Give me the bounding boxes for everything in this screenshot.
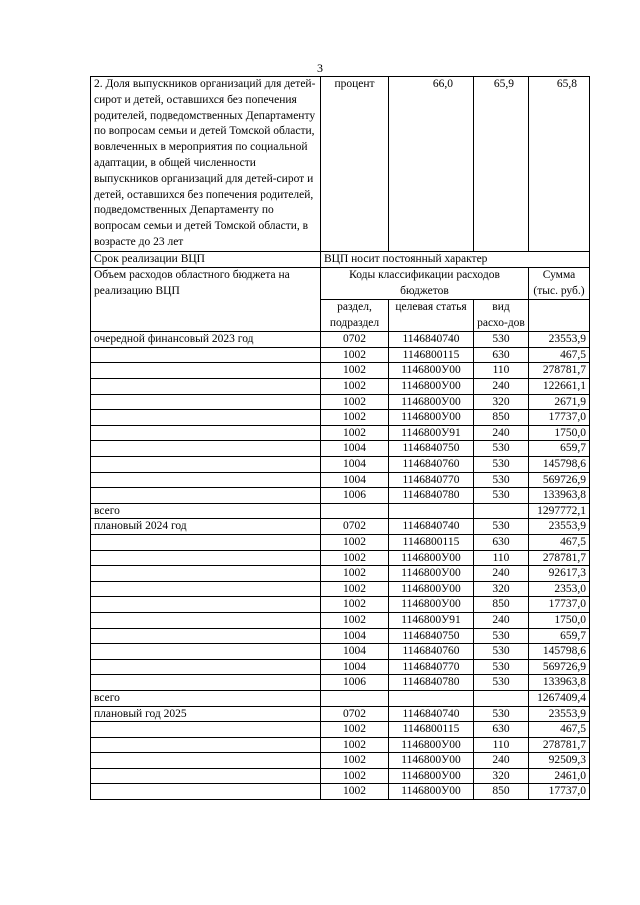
section-cell: 1002	[321, 597, 389, 613]
section-cell: 1004	[321, 441, 389, 457]
total-row	[91, 503, 590, 519]
target-cell: 1146800У91	[389, 425, 474, 441]
sum-cell: 1750,0	[529, 425, 590, 441]
sum-header-spacer	[529, 300, 590, 332]
section-cell: 1002	[321, 737, 389, 753]
type-cell: 320	[474, 581, 529, 597]
sum-cell: 17737,0	[529, 597, 590, 613]
type-cell: 630	[474, 347, 529, 363]
section-cell: 1002	[321, 347, 389, 363]
section-cell: 0702	[321, 519, 389, 535]
sum-cell: 278781,7	[529, 737, 590, 753]
period-label	[91, 659, 321, 675]
sum-cell: 2461,0	[529, 768, 590, 784]
expense-row	[91, 612, 590, 628]
target-cell: 1146800У00	[389, 363, 474, 379]
section-cell: 1002	[321, 581, 389, 597]
expense-row	[91, 597, 590, 613]
sum-cell: 467,5	[529, 722, 590, 738]
expense-row	[91, 394, 590, 410]
expense-row	[91, 722, 590, 738]
sum-cell: 122661,1	[529, 379, 590, 395]
target-cell: 1146840740	[389, 519, 474, 535]
target-cell: 1146840760	[389, 457, 474, 473]
period-label	[91, 753, 321, 769]
type-cell: 110	[474, 737, 529, 753]
target-cell: 1146840780	[389, 488, 474, 504]
type-cell: 530	[474, 659, 529, 675]
section-cell: 1002	[321, 379, 389, 395]
type-cell: 850	[474, 597, 529, 613]
type-cell: 530	[474, 675, 529, 691]
period-label	[91, 472, 321, 488]
type-cell: 530	[474, 332, 529, 348]
target-cell: 1146800У00	[389, 737, 474, 753]
sum-cell: 92509,3	[529, 753, 590, 769]
target-cell: 1146800У00	[389, 550, 474, 566]
sum-header: Сумма (тыс. руб.)	[529, 268, 590, 300]
expense-row	[91, 425, 590, 441]
sum-cell: 2353,0	[529, 581, 590, 597]
section-cell: 1004	[321, 659, 389, 675]
type-cell: 630	[474, 722, 529, 738]
sum-cell: 23553,9	[529, 519, 590, 535]
expense-row	[91, 410, 590, 426]
expense-row	[91, 363, 590, 379]
section-cell: 1006	[321, 675, 389, 691]
section-cell: 1002	[321, 722, 389, 738]
period-label	[91, 410, 321, 426]
expenses-label: Объем расходов областного бюджета на реализацию ВЦП	[91, 268, 321, 332]
sum-cell: 467,5	[529, 534, 590, 550]
section-cell: 1002	[321, 612, 389, 628]
total-row	[91, 690, 590, 706]
type-cell: 240	[474, 753, 529, 769]
period-label	[91, 722, 321, 738]
indicator-value-3: 65,8	[529, 77, 590, 252]
expense-row	[91, 659, 590, 675]
page-number: 3	[317, 61, 323, 75]
period-label	[91, 425, 321, 441]
period-label: плановый год 2025	[91, 706, 321, 722]
target-cell: 1146800У00	[389, 566, 474, 582]
expense-row	[91, 472, 590, 488]
period-label	[91, 597, 321, 613]
expense-row	[91, 784, 590, 800]
section-cell: 1002	[321, 753, 389, 769]
sum-cell: 467,5	[529, 347, 590, 363]
sum-cell: 2671,9	[529, 394, 590, 410]
empty-cell	[321, 690, 389, 706]
sum-cell: 278781,7	[529, 363, 590, 379]
type-cell: 530	[474, 519, 529, 535]
period-label	[91, 488, 321, 504]
col-target-header: целевая статья	[389, 300, 474, 332]
expense-row	[91, 581, 590, 597]
sum-cell: 659,7	[529, 441, 590, 457]
codes-header: Коды классификации расходов бюджетов	[321, 268, 529, 300]
sum-cell: 1750,0	[529, 612, 590, 628]
period-label	[91, 347, 321, 363]
period-label	[91, 784, 321, 800]
expenses-header-row	[91, 268, 590, 300]
target-cell: 1146840770	[389, 472, 474, 488]
period-label	[91, 379, 321, 395]
target-cell: 1146840760	[389, 644, 474, 660]
period-label	[91, 441, 321, 457]
indicator-unit: процент	[321, 77, 389, 252]
section-cell: 1002	[321, 768, 389, 784]
target-cell: 1146800У00	[389, 768, 474, 784]
section-cell: 1002	[321, 363, 389, 379]
sum-cell: 17737,0	[529, 410, 590, 426]
period-label	[91, 612, 321, 628]
section-cell: 1006	[321, 488, 389, 504]
sum-cell: 133963,8	[529, 488, 590, 504]
type-cell: 240	[474, 566, 529, 582]
section-cell: 1002	[321, 784, 389, 800]
period-label	[91, 457, 321, 473]
type-cell: 530	[474, 628, 529, 644]
section-cell: 0702	[321, 332, 389, 348]
type-cell: 240	[474, 379, 529, 395]
period-label	[91, 534, 321, 550]
period-label	[91, 628, 321, 644]
empty-cell	[389, 690, 474, 706]
target-cell: 1146840780	[389, 675, 474, 691]
section-cell: 1002	[321, 410, 389, 426]
target-cell: 1146840740	[389, 332, 474, 348]
type-cell: 530	[474, 706, 529, 722]
type-cell: 240	[474, 425, 529, 441]
empty-cell	[474, 503, 529, 519]
period-label: очередной финансовый 2023 год	[91, 332, 321, 348]
section-cell: 1002	[321, 534, 389, 550]
section-cell: 1002	[321, 566, 389, 582]
type-cell: 530	[474, 488, 529, 504]
expense-row	[91, 488, 590, 504]
indicator-value-1: 66,0	[389, 77, 474, 252]
period-label	[91, 675, 321, 691]
expense-row	[91, 519, 590, 535]
term-label: Срок реализации ВЦП	[91, 251, 321, 268]
sum-cell: 569726,9	[529, 472, 590, 488]
total-label: всего	[91, 690, 321, 706]
type-cell: 530	[474, 441, 529, 457]
sum-cell: 659,7	[529, 628, 590, 644]
total-sum: 1297772,1	[529, 503, 590, 519]
target-cell: 1146800У00	[389, 597, 474, 613]
program-passport-table	[90, 76, 590, 800]
period-label	[91, 737, 321, 753]
sum-cell: 145798,6	[529, 644, 590, 660]
target-cell: 1146800115	[389, 722, 474, 738]
sum-cell: 569726,9	[529, 659, 590, 675]
target-cell: 1146800115	[389, 347, 474, 363]
type-cell: 850	[474, 410, 529, 426]
expense-row	[91, 753, 590, 769]
sum-cell: 133963,8	[529, 675, 590, 691]
target-cell: 1146800У00	[389, 581, 474, 597]
expense-row	[91, 332, 590, 348]
period-label: плановый 2024 год	[91, 519, 321, 535]
period-label	[91, 363, 321, 379]
target-cell: 1146840750	[389, 441, 474, 457]
expense-row	[91, 675, 590, 691]
section-cell: 1002	[321, 425, 389, 441]
expense-row	[91, 441, 590, 457]
term-row	[91, 251, 590, 268]
section-cell: 1004	[321, 472, 389, 488]
total-sum: 1267409,4	[529, 690, 590, 706]
sum-cell: 278781,7	[529, 550, 590, 566]
col-type-header: вид расхо-дов	[474, 300, 529, 332]
sum-cell: 92617,3	[529, 566, 590, 582]
expense-row	[91, 379, 590, 395]
period-label	[91, 768, 321, 784]
section-cell: 1004	[321, 628, 389, 644]
type-cell: 320	[474, 768, 529, 784]
indicator-row	[91, 77, 590, 252]
expense-row	[91, 706, 590, 722]
expense-row	[91, 768, 590, 784]
target-cell: 1146800У00	[389, 784, 474, 800]
empty-cell	[389, 503, 474, 519]
target-cell: 1146840740	[389, 706, 474, 722]
empty-cell	[474, 690, 529, 706]
target-cell: 1146840750	[389, 628, 474, 644]
section-cell: 0702	[321, 706, 389, 722]
type-cell: 530	[474, 644, 529, 660]
indicator-value-2: 65,9	[474, 77, 529, 252]
type-cell: 240	[474, 612, 529, 628]
type-cell: 530	[474, 457, 529, 473]
target-cell: 1146800У00	[389, 410, 474, 426]
expense-row	[91, 457, 590, 473]
expense-row	[91, 644, 590, 660]
type-cell: 110	[474, 363, 529, 379]
empty-cell	[321, 503, 389, 519]
term-value: ВЦП носит постоянный характер	[321, 251, 590, 268]
total-label: всего	[91, 503, 321, 519]
sum-cell: 145798,6	[529, 457, 590, 473]
expense-row	[91, 534, 590, 550]
period-label	[91, 644, 321, 660]
type-cell: 320	[474, 394, 529, 410]
expense-row	[91, 566, 590, 582]
type-cell: 850	[474, 784, 529, 800]
expense-row	[91, 347, 590, 363]
target-cell: 1146800115	[389, 534, 474, 550]
type-cell: 110	[474, 550, 529, 566]
target-cell: 1146840770	[389, 659, 474, 675]
period-label	[91, 581, 321, 597]
period-label	[91, 550, 321, 566]
expense-row	[91, 628, 590, 644]
section-cell: 1004	[321, 644, 389, 660]
target-cell: 1146800У91	[389, 612, 474, 628]
type-cell: 530	[474, 472, 529, 488]
period-label	[91, 394, 321, 410]
period-label	[91, 566, 321, 582]
target-cell: 1146800У00	[389, 379, 474, 395]
sum-cell: 23553,9	[529, 706, 590, 722]
sum-cell: 17737,0	[529, 784, 590, 800]
col-section-header: раздел, подраздел	[321, 300, 389, 332]
expense-row	[91, 550, 590, 566]
section-cell: 1002	[321, 550, 389, 566]
sum-cell: 23553,9	[529, 332, 590, 348]
type-cell: 630	[474, 534, 529, 550]
target-cell: 1146800У00	[389, 394, 474, 410]
section-cell: 1002	[321, 394, 389, 410]
expense-row	[91, 737, 590, 753]
section-cell: 1004	[321, 457, 389, 473]
target-cell: 1146800У00	[389, 753, 474, 769]
indicator-text: 2. Доля выпускников организаций для детей-сирот и детей, оставшихся без попечения родителей, подведомственных Департаменту по вопросам семьи и детей Томской области, вовлеченных в мероприятия по социальной адаптации, в общей численности выпускников организаций для детей-сирот и детей, оставшихся без попечения родителей, подведомственных Департаменту по вопросам семьи и детей Томской области, в возрасте до 23 лет	[91, 77, 321, 252]
